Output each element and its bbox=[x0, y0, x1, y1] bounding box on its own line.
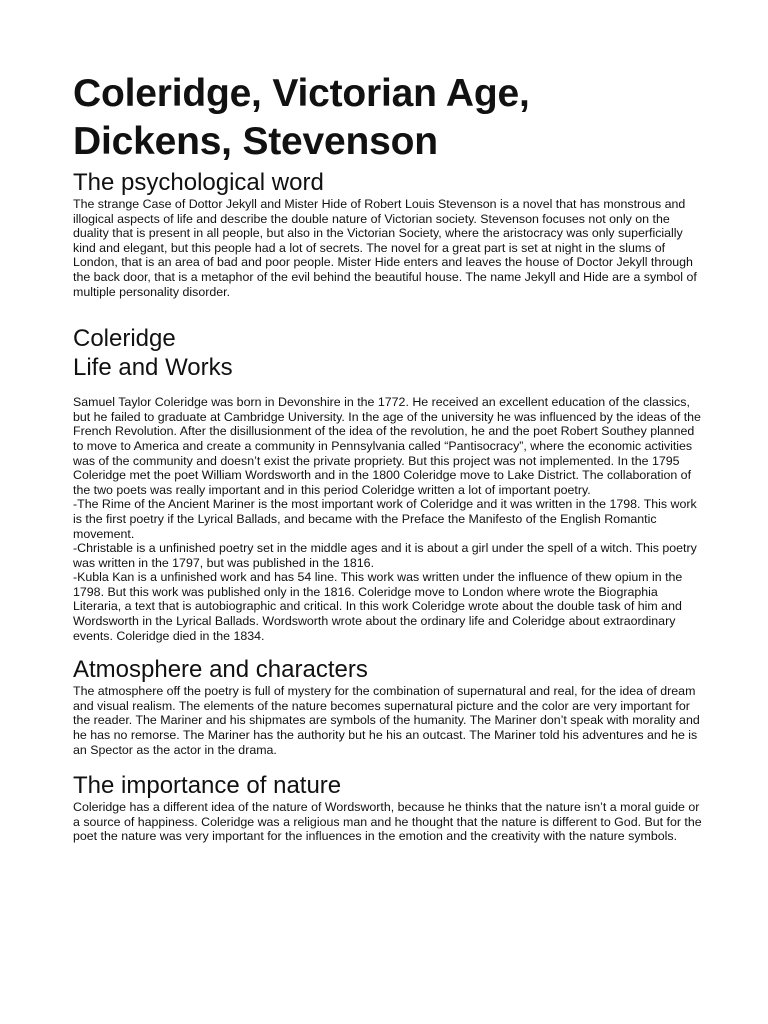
heading-atmosphere: Atmosphere and characters bbox=[73, 656, 368, 684]
paragraph-rime: -The Rime of the Ancient Mariner is the most important work of Coleridge and it was written in the 1798. This work is the first poetry if the Lyrical Ballads, and became with the Preface the Manifesto of the English Romantic movement. bbox=[73, 497, 697, 541]
paragraph-kubla-kan: -Kubla Kan is a unfinished work and has 54 line. This work was written under the influence of thew opium in the 1798. But this work was published only in the 1816. Coleridge move to London where wrote the Biographia Literaria, a text that is autobiographic and critical. In this work Coleridge wrote about the double task of him and Wordsworth in the Lyrical Ballads. Wordsworth wrote about the ordinary life and Coleridge about extraordinary events. Coleridge died in the 1834. bbox=[73, 570, 683, 643]
heading-coleridge: Coleridge bbox=[73, 325, 176, 353]
heading-nature: The importance of nature bbox=[73, 772, 342, 800]
paragraph-nature: Coleridge has a different idea of the nature of Wordsworth, because he thinks that the nature isn’t a moral guide or a source of happiness. Coleridge was a religious man and he thought that the nature is different to God. But for the poet the nature was very important for the influences in the emotion and the creativity with the nature symbols. bbox=[73, 800, 702, 844]
document-title bbox=[73, 70, 703, 166]
heading-life-and-works: Life and Works bbox=[73, 354, 233, 382]
title-line-1: Coleridge, Victorian Age, bbox=[73, 72, 530, 115]
title-line-2: Dickens, Stevenson bbox=[73, 120, 438, 163]
paragraph-christable: -Christable is a unfinished poetry set in the middle ages and it is about a girl under the spell of a witch. This poetry was written in the 1797, but was published in the 1816. bbox=[73, 541, 697, 570]
paragraph-psychological: The strange Case of Dottor Jekyll and Mister Hide of Robert Louis Stevenson is a novel that has monstrous and illogical aspects of life and describe the double nature of Victorian society. Stevenson focuses not only on the duality that is present in all people, but also in the Victorian Society, where the aristocracy was only superficially kind and elegant, but this people had a lot of secrets. The novel for a great part is set at night in the slums of London, that is an area of bad and poor people. Mister Hide enters and leaves the house of Doctor Jekyll through the back door, that is a metaphor of the evil behind the beautiful house. The name Jekyll and Hide are a symbol of multiple personality disorder. bbox=[73, 197, 697, 299]
document-page bbox=[73, 70, 703, 844]
paragraph-atmosphere: The atmosphere off the poetry is full of mystery for the combination of supernatural and real, for the idea of dream and visual realism. The elements of the nature becomes supernatural picture and the color are very important for the reader. The Mariner and his shipmates are symbols of the humanity. The Mariner don’t speak with morality and he has no remorse. The Mariner has the authority but he his an outcast. The Mariner told his adventures and he is an Spector as the actor in the drama. bbox=[73, 684, 700, 757]
heading-psychological: The psychological word bbox=[73, 169, 324, 196]
paragraph-coleridge-intro: Samuel Taylor Coleridge was born in Devonshire in the 1772. He received an excellent education of the classics, but he failed to graduate at Cambridge University. In the age of the university he was influenced by the ideas of the French Revolution. After the disillusionment of the idea of the revolution, he and the poet Robert Southey planned to move to America and create a community in Pennsylvania called “Pantisocracy”, where the economic activities was of the community and doesn’t exist the private propriety. But this project was not implemented. In the 1795 Coleridge met the poet William Wordsworth and in the 1800 Coleridge move to Lake District. The collaboration of the two poets was really important and in this period Coleridge written a lot of important poetry. bbox=[73, 395, 701, 497]
